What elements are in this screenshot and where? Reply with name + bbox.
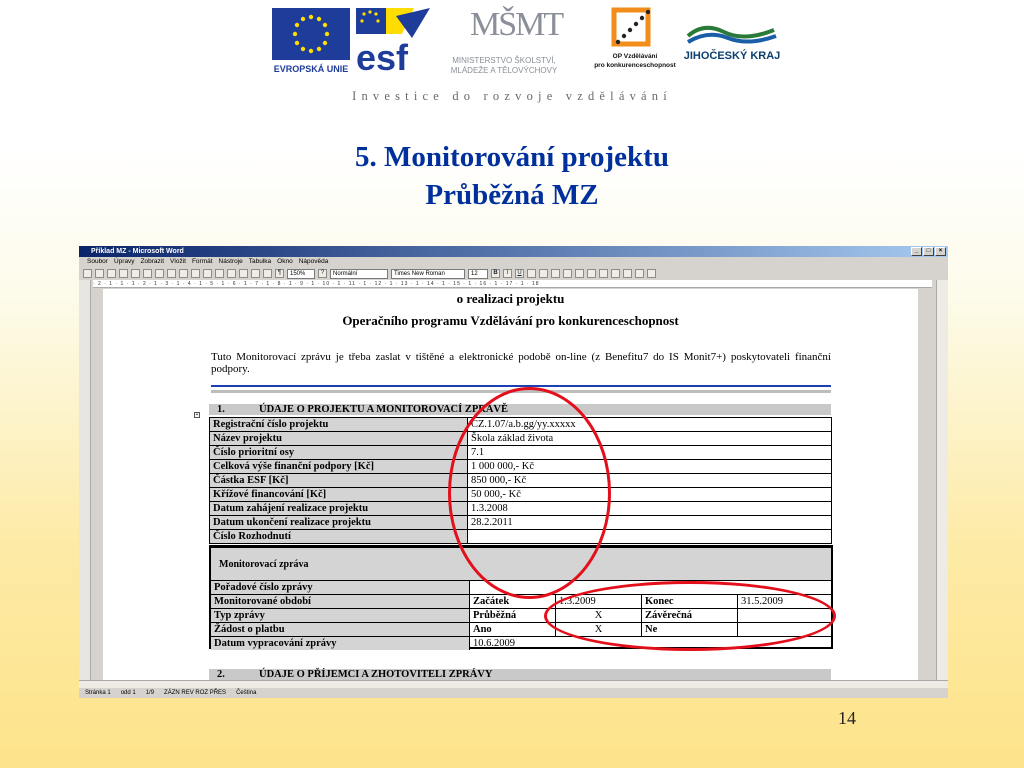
row-label: Datum ukončení realizace projektu bbox=[210, 516, 468, 530]
section-1-number: 1. bbox=[217, 404, 225, 415]
paste-icon[interactable] bbox=[179, 269, 188, 278]
columns-icon[interactable] bbox=[251, 269, 260, 278]
tagline: Investice do rozvoje vzdělávání bbox=[352, 89, 672, 103]
esf-wordmark: esf bbox=[356, 37, 409, 74]
row-value[interactable]: 28.2.2011 bbox=[468, 516, 832, 530]
jihocesky-kraj-logo bbox=[674, 20, 790, 70]
jk-caption: JIHOČESKÝ KRAJ bbox=[683, 50, 781, 62]
maximize-icon[interactable]: □ bbox=[923, 247, 934, 256]
font-size-select[interactable]: 12 bbox=[468, 269, 488, 279]
esf-logo bbox=[356, 8, 430, 74]
row-label: Částka ESF [Kč] bbox=[210, 474, 468, 488]
page-number: 14 bbox=[838, 708, 856, 728]
date-label: Datum vypracování zprávy bbox=[211, 637, 469, 650]
menu-vlozit[interactable]: Vložit bbox=[170, 258, 186, 265]
section-2-number: 2. bbox=[217, 669, 225, 680]
highlight-circle-project-values bbox=[448, 387, 611, 599]
word-statusbar bbox=[79, 688, 948, 698]
minimize-icon[interactable]: _ bbox=[911, 247, 922, 256]
status-page: Stránka 1 bbox=[85, 690, 111, 696]
bullets-icon[interactable] bbox=[587, 269, 596, 278]
op-caption bbox=[592, 52, 678, 70]
op-caption-line-2: pro konkurenceschopnost bbox=[594, 62, 676, 69]
section-2-title: ÚDAJE O PŘÍJEMCI A ZHOTOVITELI ZPRÁVY bbox=[259, 669, 493, 680]
align-right-icon[interactable] bbox=[551, 269, 560, 278]
border-icon[interactable] bbox=[623, 269, 632, 278]
eu-flag-logo bbox=[272, 8, 350, 60]
decrease-indent-icon[interactable] bbox=[599, 269, 608, 278]
msmt-wordmark: MŠMT bbox=[470, 6, 563, 43]
row-value[interactable]: 1.3.2008 bbox=[468, 502, 832, 516]
doc-heading-2: Operačního programu Vzdělávání pro konkurenceschopnost bbox=[342, 313, 679, 328]
row-value[interactable]: 850 000,- Kč bbox=[468, 474, 832, 488]
logo-banner bbox=[270, 4, 790, 82]
type-label: Typ zprávy bbox=[211, 609, 469, 622]
format-painter-icon[interactable] bbox=[191, 269, 200, 278]
menu-okno[interactable]: Okno bbox=[277, 258, 293, 265]
end-label: Konec bbox=[641, 595, 737, 608]
msmt-caption-line-1: MINISTERSTVO ŠKOLSTVÍ, bbox=[452, 56, 556, 65]
section-2-header bbox=[209, 669, 831, 680]
order-label: Pořadové číslo zprávy bbox=[211, 581, 469, 594]
horizontal-scrollbar[interactable] bbox=[79, 680, 948, 688]
close-icon[interactable]: × bbox=[935, 247, 946, 256]
table-icon[interactable] bbox=[239, 269, 248, 278]
word-toolbar bbox=[79, 267, 948, 280]
row-value[interactable]: CZ.1.07/a.b.gg/yy.xxxxx bbox=[468, 418, 832, 432]
numbering-icon[interactable] bbox=[575, 269, 584, 278]
row-label: Celková výše finanční podpory [Kč] bbox=[210, 460, 468, 474]
row-label: Křížové financování [Kč] bbox=[210, 488, 468, 502]
payment-yes-label: Ano bbox=[469, 623, 555, 636]
horizontal-ruler[interactable]: · 2 · 1 · 1 · 1 · 2 · 1 · 3 · 1 · 4 · 1 · 5 · 1 · 6 · 1 · 7 · 1 · 8 · 1 · 9 · 1 · 10 · 1 · 11 · 1 · 12 · 1 · 13 · 1 · 14 · 1 · 15 · 1 · 16 · 1 · 17 · 1 · 18 bbox=[93, 280, 932, 288]
msmt-caption-line-2: MLÁDEŽE A TĚLOVÝCHOVY bbox=[450, 66, 558, 75]
copy-icon[interactable] bbox=[167, 269, 176, 278]
doc-heading-1: o realizaci projektu bbox=[456, 291, 565, 306]
op-vzdelavani-logo bbox=[594, 6, 676, 80]
row-label: Číslo Rozhodnutí bbox=[210, 530, 468, 544]
spellcheck-icon[interactable] bbox=[143, 269, 152, 278]
status-indicators: ZÁZN REV ROZ PŘES bbox=[164, 690, 227, 696]
table-move-handle-icon[interactable]: + bbox=[195, 412, 199, 418]
underline-icon[interactable]: U bbox=[515, 269, 524, 278]
align-left-icon[interactable] bbox=[527, 269, 536, 278]
highlight-circle-report-period bbox=[544, 581, 836, 651]
bold-icon[interactable]: B bbox=[491, 269, 500, 278]
status-pages: 1/9 bbox=[145, 690, 155, 696]
font-color-icon[interactable] bbox=[647, 269, 656, 278]
zoom-select[interactable]: 150% bbox=[287, 269, 315, 279]
justify-icon[interactable] bbox=[563, 269, 572, 278]
start-value[interactable]: 1.3.2009 bbox=[555, 595, 641, 608]
menu-zobrazit[interactable]: Zobrazit bbox=[140, 258, 165, 265]
word-window-title: Příklad MZ - Microsoft Word bbox=[91, 248, 184, 255]
word-window bbox=[79, 246, 948, 698]
row-label: Číslo prioritní osy bbox=[210, 446, 468, 460]
end-value[interactable]: 31.5.2009 bbox=[737, 595, 831, 608]
save-icon[interactable] bbox=[107, 269, 116, 278]
italic-icon[interactable]: I bbox=[503, 269, 512, 278]
font-select[interactable]: Times New Roman bbox=[391, 269, 465, 279]
print-preview-icon[interactable] bbox=[131, 269, 140, 278]
help-icon[interactable]: ? bbox=[318, 269, 327, 278]
row-value[interactable]: 1 000 000,- Kč bbox=[468, 460, 832, 474]
type-interim-label: Průběžná bbox=[469, 609, 555, 622]
menu-napoveda[interactable]: Nápověda bbox=[298, 258, 329, 265]
type-interim-mark[interactable]: X bbox=[555, 609, 641, 622]
slide-title bbox=[0, 138, 1024, 214]
pilcrow-icon[interactable]: ¶ bbox=[275, 269, 284, 278]
slide-title-line-2: Průběžná MZ bbox=[425, 179, 599, 211]
style-select[interactable]: Normální bbox=[330, 269, 388, 279]
eu-caption: EVROPSKÁ UNIE bbox=[273, 64, 349, 74]
document-page[interactable] bbox=[103, 289, 918, 680]
menu-upravy[interactable]: Úpravy bbox=[113, 258, 135, 265]
report-heading: Monitorovací zpráva bbox=[211, 548, 831, 581]
new-document-icon[interactable] bbox=[83, 269, 92, 278]
undo-icon[interactable] bbox=[203, 269, 212, 278]
row-value[interactable]: 7.1 bbox=[468, 446, 832, 460]
row-value[interactable]: 50 000,- Kč bbox=[468, 488, 832, 502]
msmt-caption bbox=[434, 56, 574, 76]
type-final-label: Závěrečná bbox=[641, 609, 737, 622]
start-label: Začátek bbox=[469, 595, 555, 608]
word-titlebar bbox=[79, 246, 948, 257]
word-menubar bbox=[79, 257, 948, 267]
status-language: Čeština bbox=[236, 690, 257, 696]
slide-title-line-1: 5. Monitorování projektu bbox=[355, 141, 669, 173]
highlight-icon[interactable] bbox=[635, 269, 644, 278]
payment-yes-mark[interactable]: X bbox=[555, 623, 641, 636]
op-caption-line-1: OP Vzdělávání bbox=[612, 53, 658, 60]
row-label: Registrační číslo projektu bbox=[210, 418, 468, 432]
doc-intro-paragraph: Tuto Monitorovací zprávu je třeba zaslat v tištěné a elektronické podobě on-line (z Benefitu7 do IS Monit7+) poskytovateli finanční podpory. bbox=[211, 351, 831, 375]
status-section: odd 1 bbox=[120, 690, 136, 696]
menu-format[interactable]: Formát bbox=[191, 258, 213, 265]
payment-no-label: Ne bbox=[641, 623, 737, 636]
drawing-icon[interactable] bbox=[263, 269, 272, 278]
row-label: Název projektu bbox=[210, 432, 468, 446]
vertical-ruler[interactable] bbox=[79, 280, 91, 680]
vertical-scrollbar[interactable] bbox=[936, 280, 948, 680]
menu-nastroje[interactable]: Nástroje bbox=[218, 258, 243, 265]
cut-icon[interactable] bbox=[155, 269, 164, 278]
print-icon[interactable] bbox=[119, 269, 128, 278]
row-value[interactable]: Škola základ života bbox=[468, 432, 832, 446]
redo-icon[interactable] bbox=[215, 269, 224, 278]
section-1-title: ÚDAJE O PROJEKTU A MONITOROVACÍ ZPRÁVĚ bbox=[259, 404, 509, 415]
open-folder-icon[interactable] bbox=[95, 269, 104, 278]
increase-indent-icon[interactable] bbox=[611, 269, 620, 278]
payment-label: Žádost o platbu bbox=[211, 623, 469, 636]
menu-soubor[interactable]: Soubor bbox=[87, 258, 108, 265]
msmt-logo bbox=[432, 4, 572, 80]
menu-tabulka[interactable]: Tabulka bbox=[248, 258, 272, 265]
hyperlink-icon[interactable] bbox=[227, 269, 236, 278]
period-label: Monitorované období bbox=[211, 595, 469, 608]
date-value[interactable]: 10.6.2009 bbox=[469, 637, 831, 650]
row-label: Datum zahájení realizace projektu bbox=[210, 502, 468, 516]
align-center-icon[interactable] bbox=[539, 269, 548, 278]
